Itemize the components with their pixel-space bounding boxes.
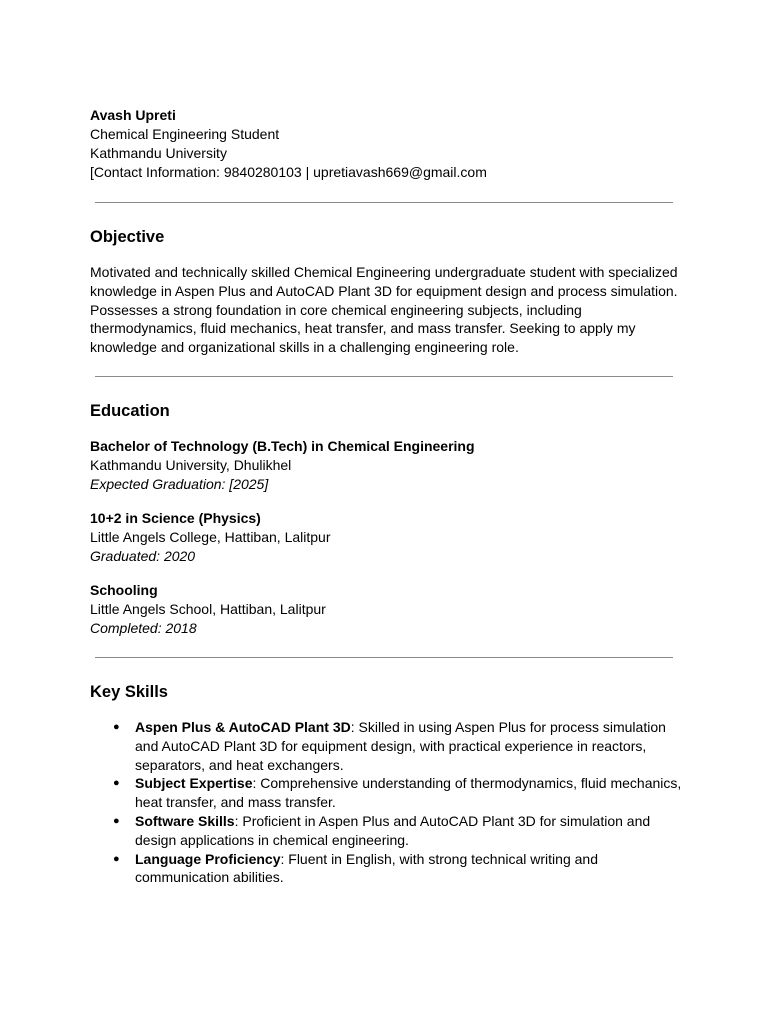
education-date: Expected Graduation: [2025] bbox=[90, 475, 269, 492]
bullet-icon: ● bbox=[113, 852, 120, 865]
skill-description: : Skilled in using Aspen Plus for process simulation bbox=[350, 718, 666, 735]
education-degree: Bachelor of Technology (B.Tech) in Chemical Engineering bbox=[90, 437, 475, 454]
education-date: Completed: 2018 bbox=[90, 619, 197, 636]
contact-information: [Contact Information: 9840280103 | upretiavash669@gmail.com bbox=[90, 164, 487, 180]
skills-heading: Key Skills bbox=[90, 682, 168, 701]
candidate-university: Kathmandu University bbox=[90, 145, 227, 161]
skills-list bbox=[90, 718, 680, 887]
skill-description: : Comprehensive understanding of thermodynamics, fluid mechanics, bbox=[252, 775, 682, 792]
skill-label: Subject Expertise bbox=[135, 775, 253, 792]
skill-item bbox=[90, 850, 683, 888]
skill-label: Aspen Plus & AutoCAD Plant 3D bbox=[135, 718, 351, 735]
education-date: Graduated: 2020 bbox=[90, 547, 196, 564]
contact-header bbox=[90, 106, 680, 182]
skills-section bbox=[90, 682, 680, 887]
candidate-title: Chemical Engineering Student bbox=[90, 126, 280, 142]
skill-item bbox=[90, 812, 683, 850]
bullet-icon: ● bbox=[113, 777, 120, 790]
skill-description: design applications in chemical engineering. bbox=[135, 831, 409, 848]
bullet-icon: ● bbox=[113, 720, 120, 733]
objective-line: Motivated and technically skilled Chemical Engineering undergraduate student with specialized bbox=[90, 264, 678, 280]
education-institution: Little Angels School, Hattiban, Lalitpur bbox=[90, 600, 326, 617]
skill-description: : Proficient in Aspen Plus and AutoCAD Plant 3D for simulation and bbox=[234, 812, 651, 829]
education-heading: Education bbox=[90, 401, 170, 420]
objective-line: Possesses a strong foundation in core chemical engineering subjects, including bbox=[90, 301, 582, 318]
objective-section bbox=[90, 227, 680, 357]
education-degree: 10+2 in Science (Physics) bbox=[90, 509, 261, 526]
skill-description: communication abilities. bbox=[135, 869, 284, 886]
skill-description: : Fluent in English, with strong technical writing and bbox=[280, 850, 598, 867]
objective-line: knowledge and organizational skills in a challenging engineering role. bbox=[90, 339, 519, 356]
education-institution: Kathmandu University, Dhulikhel bbox=[90, 456, 292, 473]
skill-description: heat transfer, and mass transfer. bbox=[135, 794, 336, 811]
skill-description: separators, and heat exchangers. bbox=[135, 756, 344, 773]
candidate-name: Avash Upreti bbox=[90, 107, 176, 123]
objective-paragraph bbox=[90, 263, 678, 357]
education-degree: Schooling bbox=[90, 581, 158, 598]
skill-description: and AutoCAD Plant 3D for equipment design, with practical experience in reactors, bbox=[135, 737, 647, 754]
education-entry bbox=[90, 581, 680, 638]
education-institution: Little Angels College, Hattiban, Lalitpur bbox=[90, 528, 331, 545]
skill-label: Software Skills bbox=[135, 812, 235, 829]
objective-heading: Objective bbox=[90, 228, 165, 246]
skill-item bbox=[90, 718, 683, 774]
skill-label: Language Proficiency bbox=[135, 850, 281, 867]
education-entry bbox=[90, 509, 680, 566]
education-section bbox=[90, 401, 680, 638]
education-entry bbox=[90, 437, 680, 494]
objective-line: thermodynamics, fluid mechanics, heat transfer, and mass transfer. Seeking to apply my bbox=[90, 320, 636, 337]
resume-content bbox=[90, 106, 680, 887]
objective-line: knowledge in Aspen Plus and AutoCAD Plant 3D for equipment design and process simulation. bbox=[90, 282, 678, 299]
skill-item bbox=[90, 774, 683, 812]
bullet-icon: ● bbox=[113, 814, 120, 827]
